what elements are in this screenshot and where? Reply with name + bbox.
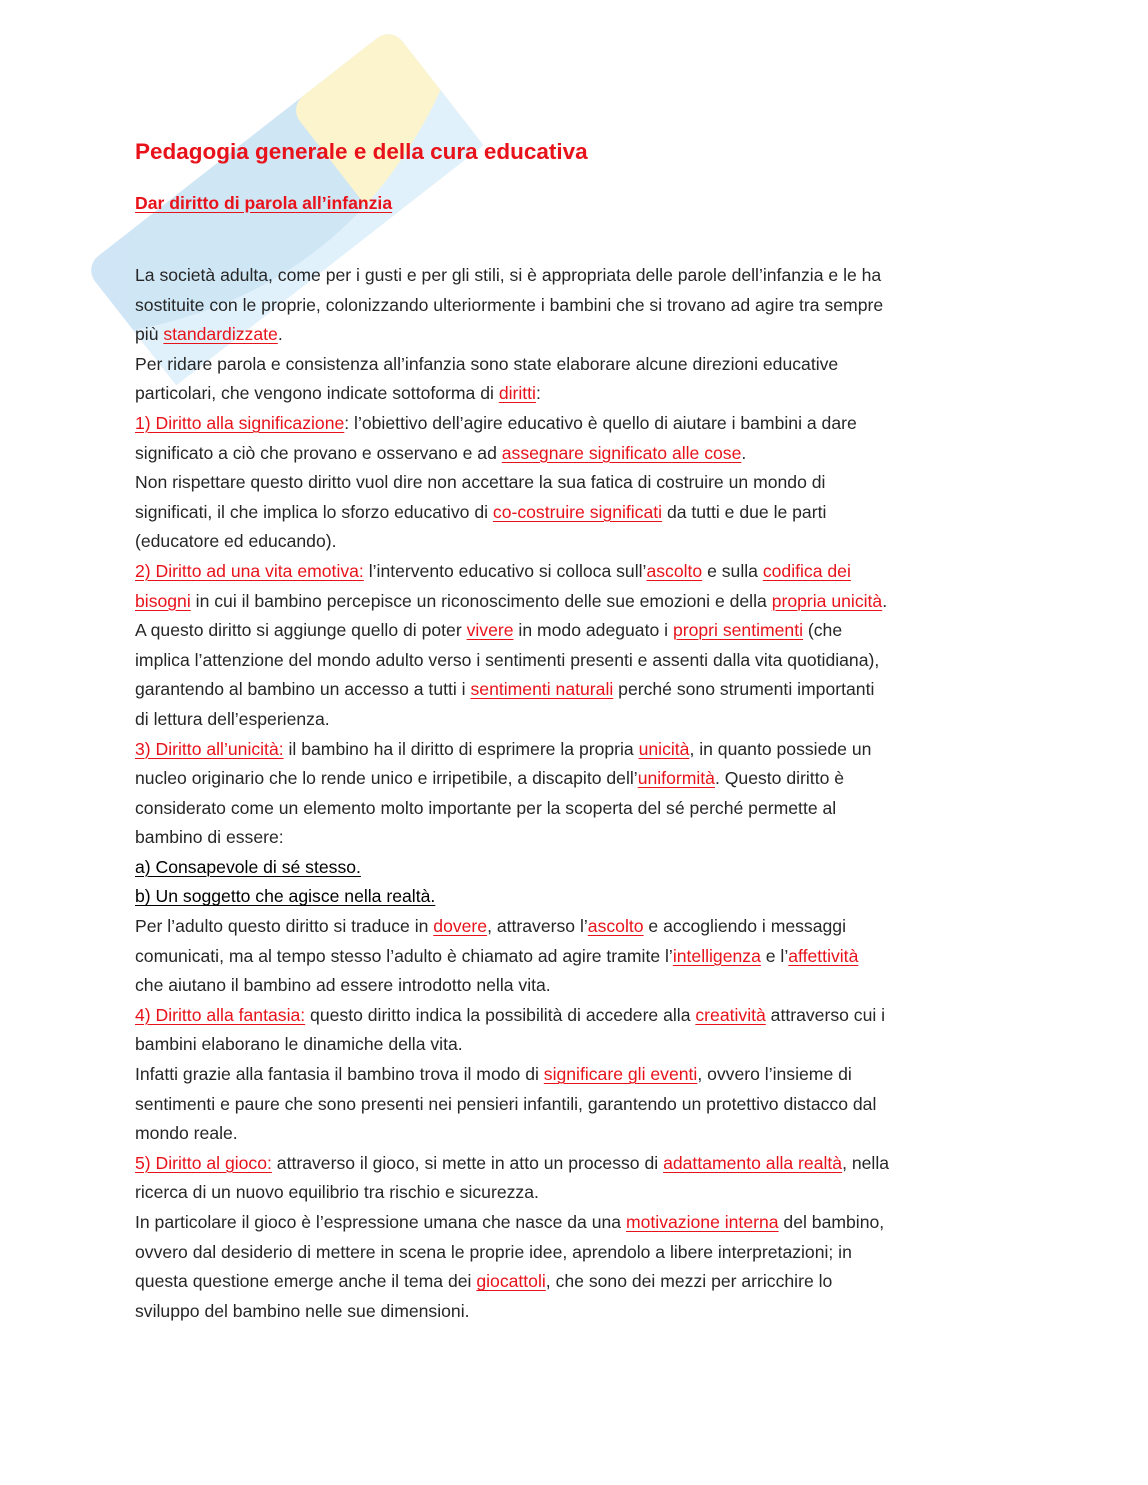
highlighted-term: creatività xyxy=(695,1004,766,1025)
text-segment: (che xyxy=(803,620,843,641)
text-line xyxy=(135,527,1020,557)
text-segment: In particolare il gioco è l’espressione umana che nasce da una xyxy=(135,1212,626,1232)
text-segment: : xyxy=(535,383,541,404)
text-line xyxy=(135,1238,1020,1268)
text-segment: garantendo al bambino un accesso a tutti i xyxy=(135,679,471,700)
body-text xyxy=(135,261,1020,1326)
text-line xyxy=(135,409,1020,439)
highlighted-term: unicità xyxy=(638,738,690,759)
highlighted-term: ascolto xyxy=(646,560,703,581)
text-line xyxy=(135,1001,1020,1031)
text-segment: Per l’adulto questo diritto si traduce in xyxy=(135,916,434,937)
text-line xyxy=(135,1030,1020,1060)
text-segment: sentimenti e paure che sono presenti nei pensieri infantili, garantendo un protettivo distacco dal xyxy=(135,1093,877,1114)
text-line xyxy=(135,261,1020,291)
highlighted-term: intelligenza xyxy=(672,945,761,966)
text-segment: particolari, che vengono indicate sottoforma di xyxy=(135,383,499,404)
highlighted-term: affettività xyxy=(788,945,859,966)
text-segment: Infatti grazie alla fantasia il bambino trova il modo di xyxy=(135,1064,544,1085)
highlighted-term: 4) Diritto alla fantasia: xyxy=(135,1004,306,1025)
text-segment: . xyxy=(882,590,888,611)
text-segment: bambino di essere: xyxy=(135,827,284,848)
text-segment: attraverso il gioco, si mette in atto un processo di xyxy=(271,1152,664,1173)
text-segment: l’intervento educativo si colloca sull’ xyxy=(363,560,647,581)
highlighted-term: significare gli eventi xyxy=(543,1064,698,1085)
text-line xyxy=(135,1267,1020,1297)
text-segment: che aiutano il bambino ad essere introdotto nella vita. xyxy=(135,975,551,996)
text-segment: significati, il che implica lo sforzo educativo di xyxy=(135,501,493,522)
text-segment: Per ridare parola e consistenza all’infanzia sono state elaborare alcune direzioni educative xyxy=(135,353,839,374)
text-line xyxy=(135,1178,1020,1208)
text-segment: il bambino ha il diritto di esprimere la propria xyxy=(283,738,639,759)
text-segment: attraverso cui i xyxy=(765,1004,886,1025)
text-segment: comunicati, ma al tempo stesso l’adulto è chiamato ad agire tramite l’ xyxy=(135,945,673,966)
text-segment: (educatore ed educando). xyxy=(135,531,337,552)
text-segment: . xyxy=(277,324,283,345)
highlighted-term: uniformità xyxy=(637,768,715,789)
text-line xyxy=(135,912,1020,942)
highlighted-term: 1) Diritto alla significazione xyxy=(135,412,345,433)
highlighted-term: diritti xyxy=(498,383,536,404)
text-line xyxy=(135,468,1020,498)
text-line xyxy=(135,853,1020,883)
text-segment: significato a ciò che provano e osservano e ad xyxy=(135,442,502,463)
text-line xyxy=(135,1297,1020,1327)
text-segment: implica l’attenzione del mondo adulto verso i sentimenti presenti e assenti dalla vita quotidiana), xyxy=(135,649,880,670)
text-segment: perché sono strumenti importanti xyxy=(613,679,875,700)
text-segment: di lettura dell’esperienza. xyxy=(135,708,330,729)
highlighted-term: sentimenti naturali xyxy=(470,679,614,700)
text-line xyxy=(135,675,1020,705)
text-line xyxy=(135,1208,1020,1238)
text-segment: La società adulta, come per i gusti e per gli stili, si è appropriata delle parole dell’infanzia e le ha xyxy=(135,265,882,285)
text-line xyxy=(135,971,1020,1001)
text-line xyxy=(135,498,1020,528)
highlighted-term: propri sentimenti xyxy=(672,620,804,641)
highlighted-term: standardizzate xyxy=(163,324,278,345)
text-line xyxy=(135,794,1020,824)
text-line xyxy=(135,735,1020,765)
highlighted-term: vivere xyxy=(466,620,514,641)
highlighted-term: adattamento alla realtà xyxy=(663,1152,843,1173)
text-line xyxy=(135,439,1020,469)
text-segment: A questo diritto si aggiunge quello di poter xyxy=(135,620,467,641)
text-segment: ovvero dal desiderio di mettere in scena le proprie idee, aprendolo a libere interpretazioni; in xyxy=(135,1241,852,1262)
text-segment: sviluppo del bambino nelle sue dimensioni. xyxy=(135,1300,470,1321)
highlighted-term: 5) Diritto al gioco: xyxy=(135,1152,272,1173)
text-line xyxy=(135,291,1020,321)
list-item: b) Un soggetto che agisce nella realtà. xyxy=(135,886,436,907)
text-segment: , attraverso l’ xyxy=(487,916,588,937)
list-item: a) Consapevole di sé stesso. xyxy=(135,856,361,877)
text-segment: , che sono dei mezzi per arricchire lo xyxy=(545,1271,833,1292)
text-line xyxy=(135,942,1020,972)
text-segment: sostituite con le proprie, colonizzando ulteriormente i bambini che si trovano ad agire tra sempre xyxy=(135,294,884,315)
text-segment: in modo adeguato i xyxy=(513,620,673,641)
section-heading: Dar diritto di parola all’infanzia xyxy=(135,193,393,213)
text-segment: più xyxy=(135,324,164,345)
highlighted-term: assegnare significato alle cose xyxy=(501,442,742,463)
text-line xyxy=(135,823,1020,853)
text-segment: e accogliendo i messaggi xyxy=(643,916,846,937)
text-segment: , ovvero l’insieme di xyxy=(697,1064,852,1085)
text-line xyxy=(135,616,1020,646)
text-segment: questo diritto indica la possibilità di accedere alla xyxy=(305,1004,696,1025)
text-segment: , in quanto possiede un xyxy=(689,738,872,759)
document-title: Pedagogia generale e della cura educativa xyxy=(135,139,588,164)
text-segment: considerato come un elemento molto importante per la scoperta del sé perché permette al xyxy=(135,797,837,818)
text-line xyxy=(135,705,1020,735)
highlighted-term: ascolto xyxy=(587,916,644,937)
text-segment: bambini elaborano le dinamiche della vita. xyxy=(135,1034,463,1055)
text-line xyxy=(135,1060,1020,1090)
text-segment: questa questione emerge anche il tema dei xyxy=(135,1271,477,1292)
text-line xyxy=(135,1149,1020,1179)
text-segment: mondo reale. xyxy=(135,1123,238,1144)
highlighted-term: giocattoli xyxy=(476,1271,546,1292)
highlighted-term: propria unicità xyxy=(771,590,883,611)
text-line xyxy=(135,587,1020,617)
highlighted-term: codifica dei xyxy=(762,560,851,581)
text-line xyxy=(135,1119,1020,1149)
highlighted-term: motivazione interna xyxy=(625,1212,779,1232)
text-segment: e sulla xyxy=(702,560,763,581)
text-segment: , nella xyxy=(842,1152,890,1173)
text-line xyxy=(135,350,1020,380)
text-segment: in cui il bambino percepisce un riconoscimento delle sue emozioni e della xyxy=(190,590,772,611)
text-line xyxy=(135,764,1020,794)
text-segment: da tutti e due le parti xyxy=(662,501,827,522)
text-line xyxy=(135,646,1020,676)
text-segment: Non rispettare questo diritto vuol dire non accettare la sua fatica di costruire un mondo di xyxy=(135,472,826,493)
highlighted-term: dovere xyxy=(433,916,488,937)
text-segment: . Questo diritto è xyxy=(714,768,845,789)
text-line xyxy=(135,379,1020,409)
text-segment: nucleo originario che lo rende unico e irripetibile, a discapito dell’ xyxy=(135,768,638,789)
text-segment: del bambino, xyxy=(778,1212,885,1232)
text-segment: : l’obiettivo dell’agire educativo è quello di aiutare i bambini a dare xyxy=(344,412,857,433)
highlighted-term: 2) Diritto ad una vita emotiva: xyxy=(135,560,364,581)
text-line xyxy=(135,557,1020,587)
highlighted-term: 3) Diritto all’unicità: xyxy=(135,738,284,759)
text-segment: e l’ xyxy=(760,945,789,966)
text-line xyxy=(135,882,1020,912)
text-line xyxy=(135,1090,1020,1120)
highlighted-term: bisogni xyxy=(135,590,191,611)
text-segment: ricerca di un nuovo equilibrio tra rischio e sicurezza. xyxy=(135,1182,539,1203)
highlighted-term: co-costruire significati xyxy=(492,501,663,522)
text-segment: . xyxy=(741,442,747,463)
text-line xyxy=(135,320,1020,350)
document-page xyxy=(135,135,1020,1321)
